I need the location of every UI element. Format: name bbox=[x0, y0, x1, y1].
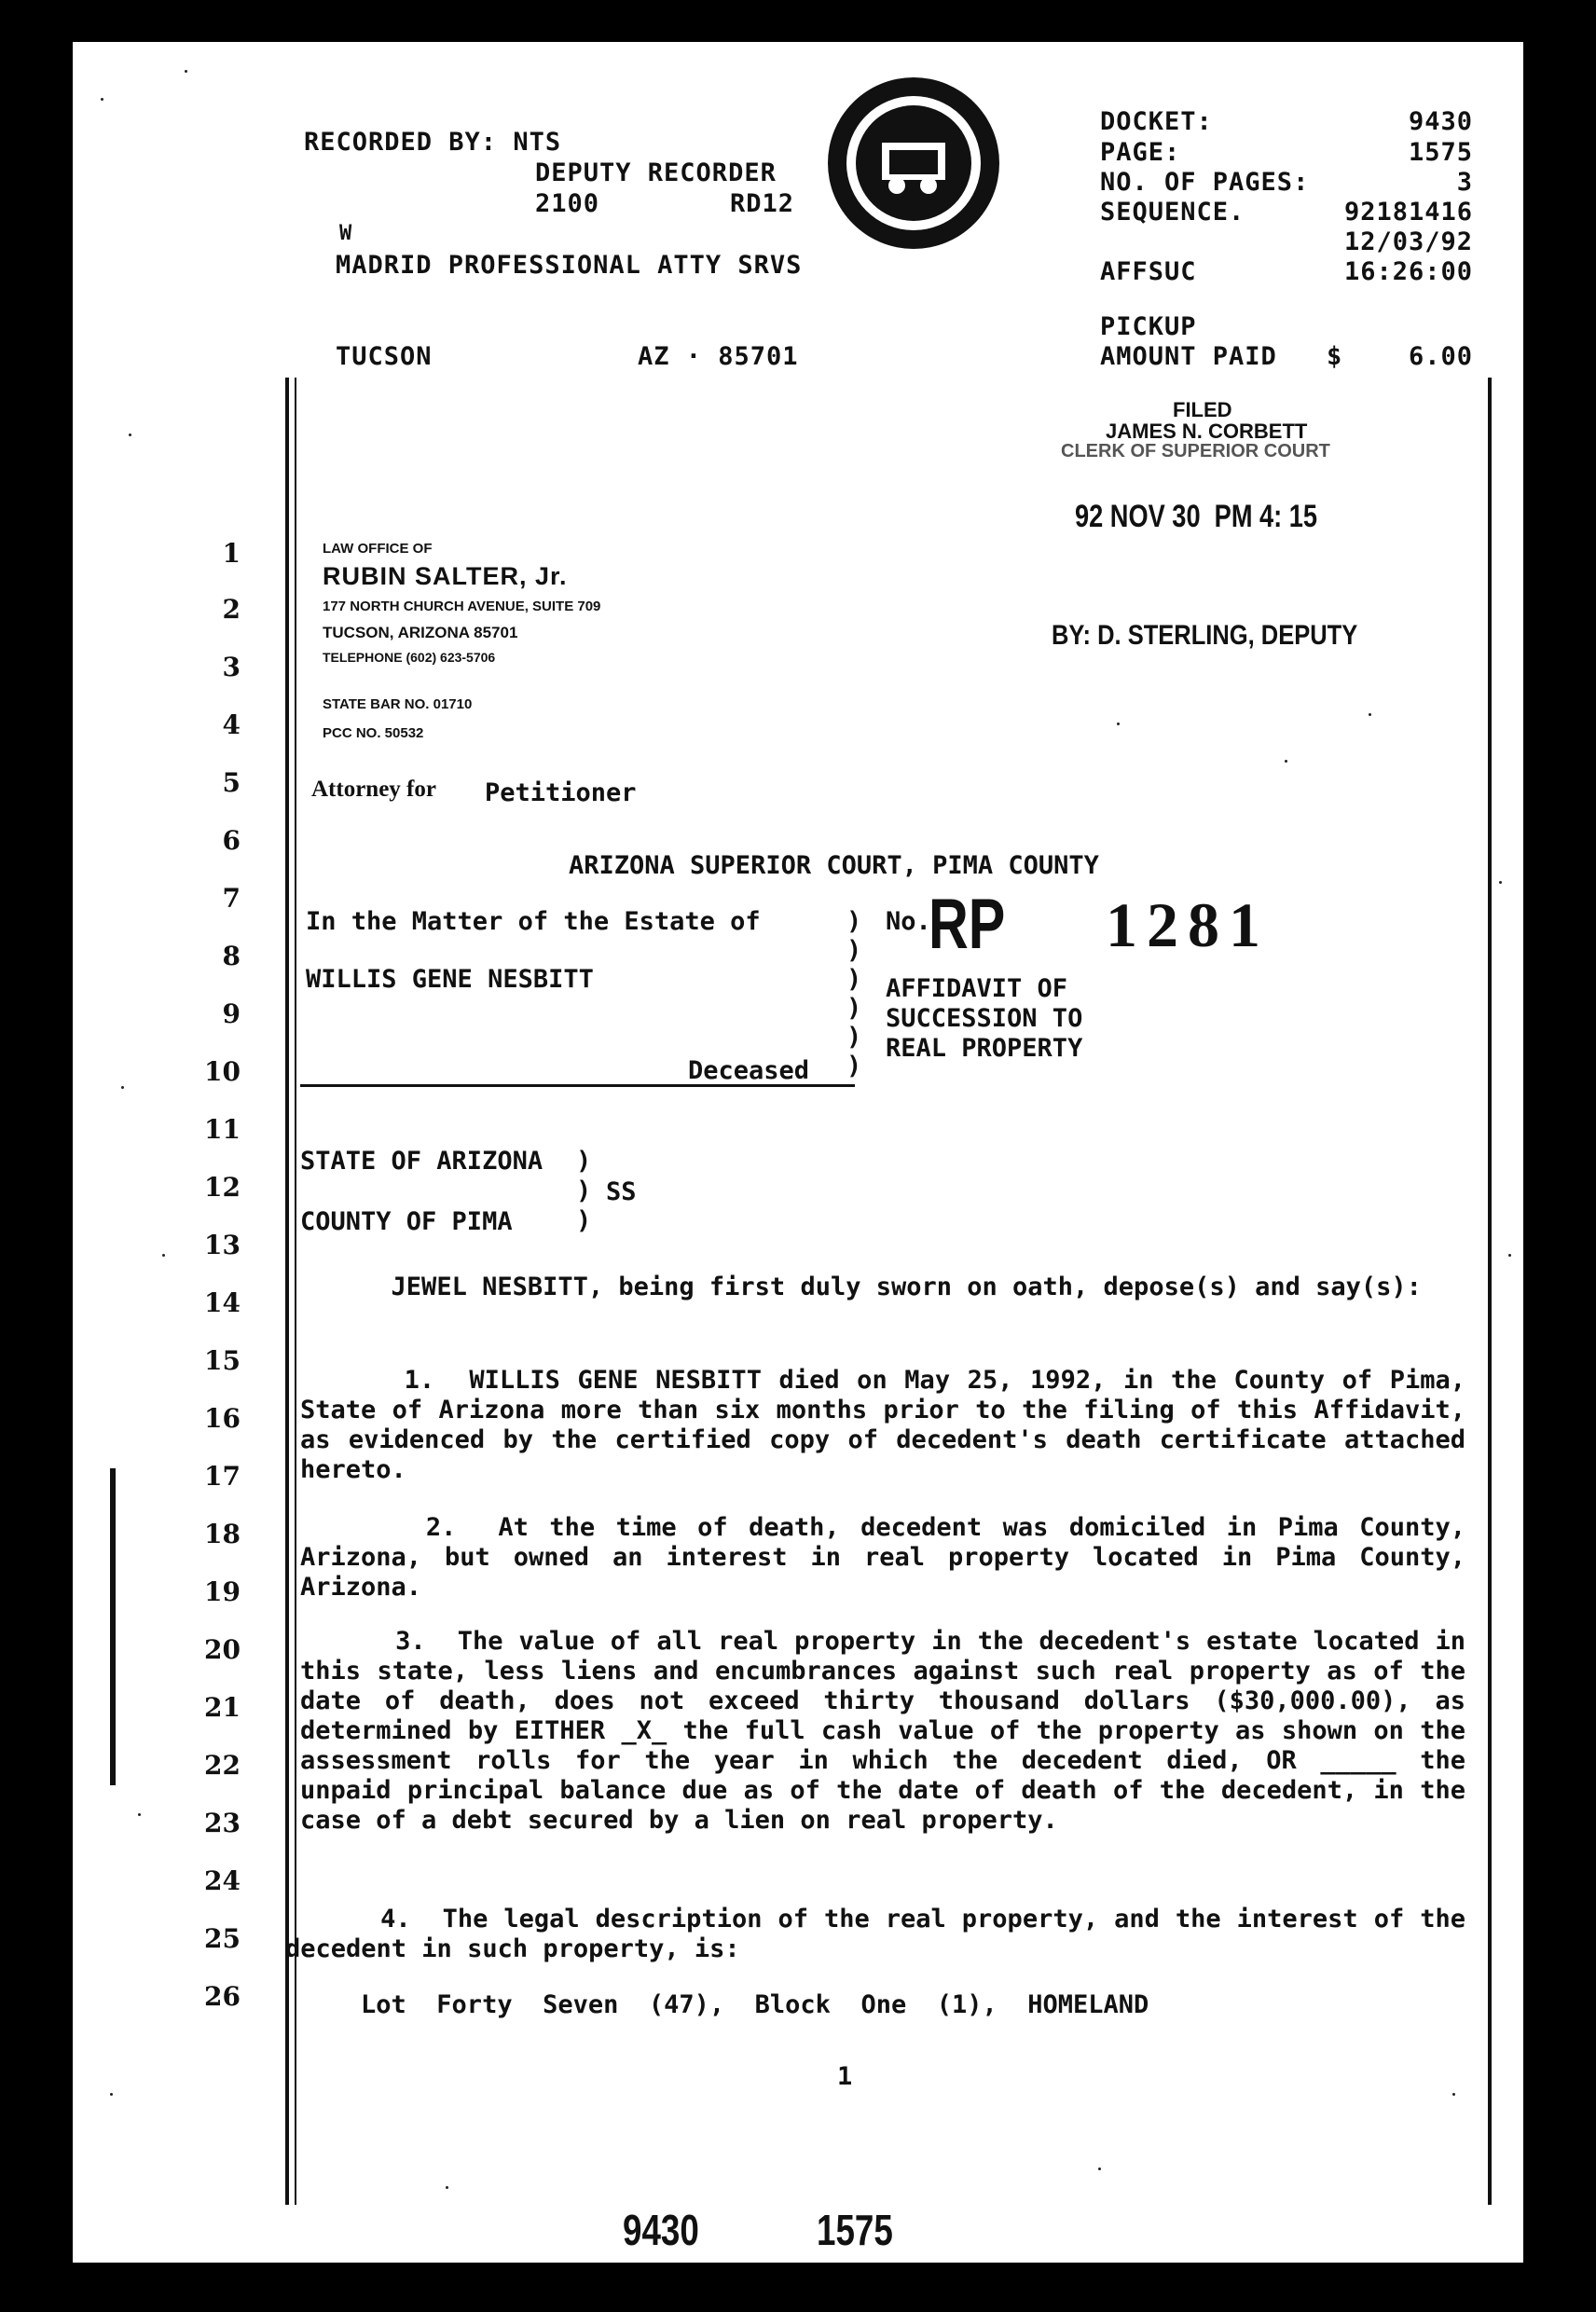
line-number: 25 bbox=[204, 1923, 241, 1954]
recorded-time: 16:26:00 bbox=[1343, 257, 1473, 286]
filed-stamp-clerk-title: CLERK OF SUPERIOR COURT bbox=[1061, 441, 1330, 461]
page-value: 1575 bbox=[1408, 138, 1473, 167]
line-number: 12 bbox=[204, 1172, 241, 1203]
line-number: 2 bbox=[222, 594, 241, 625]
recorder-code-2: RD12 bbox=[730, 189, 795, 218]
filed-stamp-by: BY: D. STERLING, DEPUTY bbox=[1052, 620, 1358, 651]
sequence-value: 92181416 bbox=[1343, 198, 1473, 227]
amount-value: 6.00 bbox=[1408, 342, 1473, 371]
pcc-number: PCC NO. 50532 bbox=[323, 725, 424, 741]
case-number: 1281 bbox=[1106, 889, 1270, 960]
line-number: 14 bbox=[204, 1287, 241, 1318]
dollar-sign: $ bbox=[1327, 342, 1343, 371]
edge-mark bbox=[110, 1468, 116, 1785]
line-number: 19 bbox=[204, 1576, 241, 1607]
docket-value: 9430 bbox=[1408, 107, 1473, 136]
line-number: 21 bbox=[204, 1692, 241, 1723]
page-label: PAGE: bbox=[1100, 138, 1181, 167]
deputy-recorder: DEPUTY RECORDER bbox=[535, 158, 777, 187]
deceased-label: Deceased bbox=[688, 1056, 810, 1085]
line-number: 1 bbox=[222, 538, 241, 569]
line-number: 3 bbox=[222, 652, 241, 682]
case-prefix: RP bbox=[929, 885, 1006, 964]
line-number: 15 bbox=[204, 1345, 241, 1376]
matter-line: In the Matter of the Estate of bbox=[306, 907, 761, 936]
filed-stamp-datetime: 92 NOV 30 PM 4: 15 bbox=[1075, 499, 1318, 534]
document-title-3: REAL PROPERTY bbox=[886, 1034, 1083, 1063]
recorded-by: RECORDED BY: NTS bbox=[304, 128, 562, 157]
decedent-name: WILLIS GENE NESBITT bbox=[306, 965, 594, 994]
line-number: 24 bbox=[204, 1865, 241, 1896]
filed-stamp-clerk-name: JAMES N. CORBETT bbox=[1106, 420, 1308, 443]
line-number: 26 bbox=[204, 1981, 241, 2012]
line-number: 6 bbox=[222, 825, 241, 856]
line-number: 10 bbox=[204, 1056, 241, 1087]
right-margin-rule bbox=[1488, 378, 1492, 2205]
pages-label: NO. OF PAGES: bbox=[1100, 168, 1310, 197]
docket-label: DOCKET: bbox=[1100, 107, 1213, 136]
office-address-1: 177 NORTH CHURCH AVENUE, SUITE 709 bbox=[323, 599, 601, 614]
paragraph-4: 4. The legal description of the real property, and the interest of the decedent in such property, is: bbox=[285, 1905, 1481, 1963]
line-number: 5 bbox=[222, 767, 241, 798]
office-address-2: TUCSON, ARIZONA 85701 bbox=[323, 624, 518, 641]
footer-docket: 9430 bbox=[623, 2206, 699, 2254]
filed-stamp-filed: FILED bbox=[1173, 398, 1232, 421]
recorded-date: 12/03/92 bbox=[1343, 227, 1473, 256]
attorney-for-value: Petitioner bbox=[485, 778, 637, 807]
line-number: 9 bbox=[222, 998, 241, 1029]
paragraph-1: 1. WILLIS GENE NESBITT died on May 25, 1992, in the County of Pima, State of Arizona more than six months prior to the filing of this Affidavit, as evidenced by the certified copy of decedent's death certificate attached hereto. bbox=[300, 1366, 1481, 1484]
paragraph-2: 2. At the time of death, decedent was domiciled in Pima County, Arizona, but owned an interest in real property located in Pima County, Arizona. bbox=[300, 1513, 1481, 1602]
line-number: 16 bbox=[204, 1403, 241, 1434]
line-number: 7 bbox=[222, 883, 241, 914]
line-number: 13 bbox=[204, 1230, 241, 1260]
venue-state: STATE OF ARIZONA bbox=[300, 1147, 543, 1176]
firm-city: TUCSON bbox=[336, 342, 433, 371]
venue-ss: SS bbox=[606, 1177, 637, 1206]
sequence-label: SEQUENCE. bbox=[1100, 198, 1245, 227]
document-page bbox=[73, 42, 1523, 2263]
page-number: 1 bbox=[837, 2062, 853, 2091]
line-number: 23 bbox=[204, 1808, 241, 1838]
pickup-label: PICKUP bbox=[1100, 312, 1197, 341]
footer-page: 1575 bbox=[817, 2206, 893, 2254]
county-seal bbox=[828, 77, 999, 249]
line-number: 20 bbox=[204, 1634, 241, 1665]
line-number: 17 bbox=[204, 1461, 241, 1492]
pages-value: 3 bbox=[1456, 168, 1473, 197]
venue-county: COUNTY OF PIMA bbox=[300, 1207, 513, 1236]
firm-state-zip: AZ · 85701 bbox=[638, 342, 799, 371]
line-number: 18 bbox=[204, 1519, 241, 1549]
line-number: 11 bbox=[204, 1114, 241, 1145]
caption-bracket: ) ) ) ) ) ) bbox=[846, 907, 862, 1080]
court-name: ARIZONA SUPERIOR COURT, PIMA COUNTY bbox=[569, 851, 1099, 880]
law-office-label: LAW OFFICE OF bbox=[323, 541, 433, 557]
firm-name: MADRID PROFESSIONAL ATTY SRVS bbox=[336, 251, 803, 280]
recorder-code-1: 2100 bbox=[535, 189, 600, 218]
venue-bracket: ) ) ) bbox=[576, 1147, 592, 1235]
line-number: 4 bbox=[222, 709, 241, 740]
case-no-label: No. bbox=[886, 907, 931, 936]
w-mark: W bbox=[339, 222, 353, 245]
line-number: 22 bbox=[204, 1750, 241, 1781]
paragraph-3: 3. The value of all real property in the decedent's estate located in this state, less liens and encumbrances against such real property as of the date of death, does not exceed thirty thousand dollars ($30,000.00), as determined by EITHER _X_ the full cash value of the property as shown on the assessment rolls for the year in which the decedent died, OR _____ the unpaid principal balance due as of the date of death of the decedent, in the case of a debt secured by a lien on real property. bbox=[300, 1627, 1481, 1835]
office-phone: TELEPHONE (602) 623-5706 bbox=[323, 650, 496, 665]
amount-label: AMOUNT PAID bbox=[1100, 342, 1277, 371]
intro-paragraph: JEWEL NESBITT, being first duly sworn on oath, depose(s) and say(s): bbox=[300, 1273, 1422, 1301]
doc-type: AFFSUC bbox=[1100, 257, 1197, 286]
attorney-for-label: Attorney for bbox=[311, 777, 436, 802]
state-bar-number: STATE BAR NO. 01710 bbox=[323, 696, 473, 712]
document-title-2: SUCCESSION TO bbox=[886, 1004, 1083, 1033]
document-title-1: AFFIDAVIT OF bbox=[886, 974, 1068, 1003]
legal-description: Lot Forty Seven (47), Block One (1), HOMELAND bbox=[300, 1990, 1149, 2019]
line-number: 8 bbox=[222, 941, 241, 971]
attorney-name: RUBIN SALTER, Jr. bbox=[323, 562, 568, 590]
